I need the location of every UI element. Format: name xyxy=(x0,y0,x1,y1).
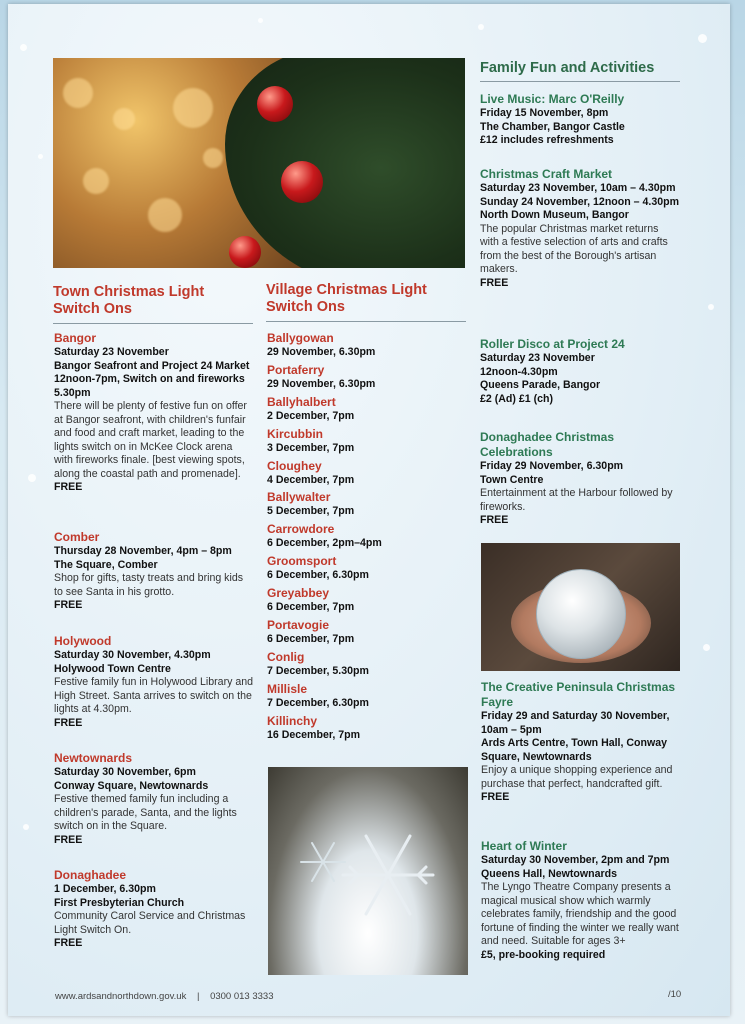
village-date: 2 December, 7pm xyxy=(267,409,355,422)
section-divider xyxy=(53,323,253,324)
village-name: Portaferry xyxy=(267,362,325,377)
event-place: Bangor Seafront and Project 24 Market 12noon-7pm, Switch on and fireworks 5.30pm xyxy=(54,359,250,399)
snow-dot xyxy=(20,44,27,51)
village-date: 7 December, 6.30pm xyxy=(267,696,369,709)
bauble-icon xyxy=(281,161,323,203)
event-date: Thursday 28 November, 4pm – 8pm xyxy=(54,545,232,557)
event-desc: The popular Christmas market returns with a festive selection of arts and crafts from the best of the Borough's artisan makers. xyxy=(480,222,668,275)
event-name: Donaghadee xyxy=(54,868,127,882)
footer-separator: | xyxy=(196,991,200,1002)
event-name: Newtownards xyxy=(54,751,133,765)
event-date: Saturday 30 November, 6pm xyxy=(54,766,196,778)
event-detail: Saturday 23 November xyxy=(480,352,595,364)
event-heart-of-winter xyxy=(481,839,681,962)
event-comber xyxy=(54,530,254,613)
event-date: Saturday 23 November xyxy=(54,346,169,358)
event-detail: Ards Arts Centre, Town Hall, Conway Square, Newtownards xyxy=(481,737,668,763)
village-date: 7 December, 5.30pm xyxy=(267,664,369,677)
event-price: FREE xyxy=(54,599,83,611)
event-craft-market xyxy=(480,167,680,290)
event-detail: Friday 29 and Saturday 30 November, 10am – 5pm xyxy=(481,710,670,736)
village-date: 6 December, 7pm xyxy=(267,601,355,614)
event-detail: Friday 29 November, 6.30pm xyxy=(480,460,624,472)
event-place: The Square, Comber xyxy=(54,558,158,571)
event-date: 1 December, 6.30pm xyxy=(54,883,156,895)
event-detail: The Chamber, Bangor Castle xyxy=(480,120,625,133)
event-price: FREE xyxy=(54,833,83,846)
event-name: Donaghadee Christmas Celebrations xyxy=(480,430,615,459)
event-desc: Shop for gifts, tasty treats and bring kids to see Santa in his grotto. xyxy=(54,572,244,598)
bauble-icon xyxy=(536,569,626,659)
village-name: Ballywalter xyxy=(267,490,331,505)
snow-dot xyxy=(698,34,707,43)
event-desc: Entertainment at the Harbour followed by fireworks. xyxy=(480,487,673,513)
event-name: The Creative Peninsula Christmas Fayre xyxy=(481,680,676,709)
village-name: Ballygowan xyxy=(267,331,334,345)
snow-dot xyxy=(478,24,484,30)
christmas-tree-photo xyxy=(53,58,465,268)
snowflake-icon xyxy=(268,767,468,975)
village-item xyxy=(267,395,467,424)
event-desc: Enjoy a unique shopping experience and purchase that perfect, handcrafted gift. xyxy=(481,764,673,790)
event-name: Bangor xyxy=(54,331,96,345)
event-name: Holywood xyxy=(54,634,112,648)
snow-dot xyxy=(28,474,36,482)
hands-bauble-photo xyxy=(481,543,680,671)
village-date: 29 November, 6.30pm xyxy=(267,346,376,358)
event-detail: Sunday 24 November, 12noon – 4.30pm xyxy=(480,195,679,208)
page-number: /10 xyxy=(668,989,682,1000)
village-item xyxy=(267,650,467,679)
event-name: Heart of Winter xyxy=(481,839,567,853)
event-desc: Festive family fun in Holywood Library and High Street. Santa arrives to switch on the lights at 4.30pm. xyxy=(54,676,254,715)
bauble-icon xyxy=(229,236,261,268)
village-item xyxy=(267,618,467,647)
event-live-music xyxy=(480,92,680,148)
village-name: Carrowdore xyxy=(267,522,335,537)
event-roller-disco xyxy=(480,337,680,406)
event-place: First Presbyterian Church xyxy=(54,896,185,909)
section-divider xyxy=(480,81,680,82)
section-divider xyxy=(266,321,466,322)
event-detail: Saturday 23 November, 10am – 4.30pm xyxy=(480,182,676,194)
event-price: FREE xyxy=(480,514,509,526)
event-donaghadee xyxy=(54,868,254,951)
bauble-icon xyxy=(257,86,293,122)
village-name: Portavogie xyxy=(267,618,330,633)
village-name: Ballyhalbert xyxy=(267,394,336,409)
village-name: Millisle xyxy=(267,681,308,696)
snowflake-photo xyxy=(268,767,468,975)
village-name: Conlig xyxy=(267,649,305,664)
family-section-title: Family Fun and Activities xyxy=(480,60,655,76)
village-item xyxy=(267,363,467,392)
village-item xyxy=(267,586,467,615)
village-name: Killinchy xyxy=(267,713,318,728)
village-item xyxy=(267,490,467,519)
village-date: 29 November, 6.30pm xyxy=(267,377,376,390)
village-item xyxy=(267,554,467,583)
event-creative-peninsula xyxy=(481,680,681,805)
village-item xyxy=(267,522,467,551)
town-section-title: Town Christmas Light Switch Ons xyxy=(53,284,205,317)
village-date: 16 December, 7pm xyxy=(267,728,361,741)
event-detail: £12 includes refreshments xyxy=(480,134,614,146)
event-detail: North Down Museum, Bangor xyxy=(480,209,629,221)
village-date: 5 December, 7pm xyxy=(267,505,355,518)
event-detail: Town Centre xyxy=(480,473,544,486)
village-date: 4 December, 7pm xyxy=(267,473,355,486)
event-desc: Community Carol Service and Christmas Light Switch On. xyxy=(54,910,246,936)
village-name: Cloughey xyxy=(267,458,322,473)
village-section-title: Village Christmas Light Switch Ons xyxy=(266,282,427,315)
event-donaghadee-celebrations xyxy=(480,430,680,528)
event-desc: Festive themed family fun including a children's parade, Santa, and the lights switch on in the Square. xyxy=(54,793,237,832)
village-date: 6 December, 2pm–4pm xyxy=(267,537,382,550)
village-item xyxy=(267,459,467,488)
village-date: 3 December, 7pm xyxy=(267,441,355,454)
snow-dot xyxy=(38,154,43,159)
village-item xyxy=(267,714,467,743)
event-name: Roller Disco at Project 24 xyxy=(480,337,625,351)
village-name: Greyabbey xyxy=(267,586,330,601)
event-bangor xyxy=(54,331,254,495)
footer xyxy=(55,991,273,1002)
village-date: 6 December, 7pm xyxy=(267,633,355,646)
village-item xyxy=(267,682,467,711)
village-name: Kircubbin xyxy=(267,426,323,441)
snow-dot xyxy=(23,824,29,830)
event-detail: Queens Parade, Bangor xyxy=(480,379,601,391)
event-holywood xyxy=(54,634,254,730)
event-price: FREE xyxy=(54,481,83,493)
village-item xyxy=(267,331,467,360)
snow-dot xyxy=(708,304,714,310)
event-detail: Queens Hall, Newtownards xyxy=(481,867,617,880)
event-name: Christmas Craft Market xyxy=(480,167,613,181)
event-price: FREE xyxy=(54,937,83,949)
snow-dot xyxy=(258,18,263,23)
event-desc: There will be plenty of festive fun on offer at Bangor seafront, with children's funfair and food and craft market, leading to the lights switch on in McKee Clock arena with fireworks finale. [best viewing spots, along the coastal path and promenade]. xyxy=(54,400,247,480)
event-date: Saturday 30 November, 4.30pm xyxy=(54,649,211,661)
event-place: Holywood Town Centre xyxy=(54,662,171,675)
event-place: Conway Square, Newtownards xyxy=(54,779,209,792)
event-detail: Friday 15 November, 8pm xyxy=(480,107,609,119)
event-desc: The Lyngo Theatre Company presents a magical musical show which warmly celebrates family, friendship and the good fortune of finding the winter we really want and need. Suitable for ages 3+ xyxy=(481,881,679,947)
village-name: Groomsport xyxy=(267,554,337,569)
event-price: FREE xyxy=(54,716,83,729)
event-name: Live Music: Marc O'Reilly xyxy=(480,92,625,106)
phone-number: 0300 013 3333 xyxy=(210,991,274,1002)
village-date: 6 December, 6.30pm xyxy=(267,569,369,582)
village-list xyxy=(267,331,467,746)
event-name: Comber xyxy=(54,530,100,544)
event-price: FREE xyxy=(480,276,509,289)
event-detail: 12noon-4.30pm xyxy=(480,365,558,378)
website-link[interactable]: www.ardsandnorthdown.gov.uk xyxy=(55,991,187,1002)
event-detail: Saturday 30 November, 2pm and 7pm xyxy=(481,854,670,866)
event-price: £5, pre-booking required xyxy=(481,948,606,961)
event-detail: £2 (Ad) £1 (ch) xyxy=(480,392,553,405)
village-item xyxy=(267,427,467,456)
event-newtownards xyxy=(54,751,254,847)
snow-dot xyxy=(703,644,710,651)
event-price: FREE xyxy=(481,791,510,803)
